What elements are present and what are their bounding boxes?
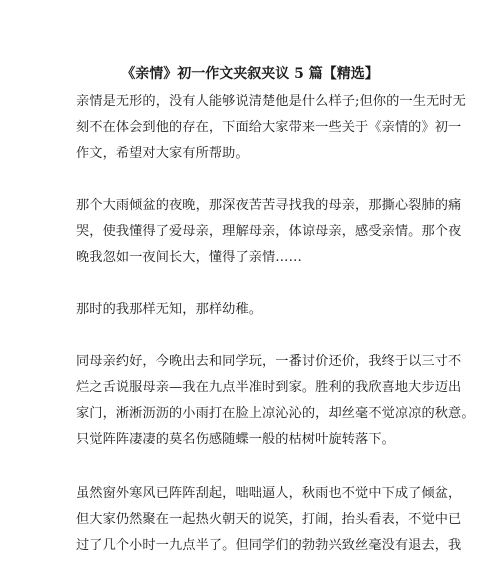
paragraph-line: 作文，希望对大家有所帮助。 xyxy=(76,146,249,161)
paragraph-line: 烂之舌说服母亲—我在九点半准时到家。胜利的我欣喜地大步迈出 xyxy=(76,380,462,395)
paragraph-line: 那个大雨倾盆的夜晚，那深夜苦苦寻找我的母亲，那撕心裂肺的痛 xyxy=(76,198,462,213)
paragraph-line: 刻不在体会到他的存在，下面给大家带来一些关于《亲情的》初一 xyxy=(76,120,462,135)
paragraph-line: 过了几个小时一九点半了。但同学们的勃勃兴致丝毫没有退去，我 xyxy=(76,538,462,553)
paragraph-line: 但大家仍然聚在一起热火朝天的说笑，打闹，抬头看表，不觉中已 xyxy=(76,512,462,527)
paragraph-line: 同母亲约好，今晚出去和同学玩，一番讨价还价，我终于以三寸不 xyxy=(76,354,462,369)
paragraph-line: 家门，淅淅沥沥的小雨打在脸上凉沁沁的，却丝毫不觉凉凉的秋意。 xyxy=(76,406,475,421)
paragraph-line: 哭，使我懂得了爱母亲，理解母亲，体谅母亲，感受亲情。那个夜 xyxy=(76,224,462,239)
paragraph-line: 只觉阵阵凄凄的莫名伤感随蝶一般的枯树叶旋转落下。 xyxy=(76,432,395,447)
document-title: 《亲情》初一作文夹叙夹议 5 篇【精选】 xyxy=(121,66,379,82)
paragraph-line: 晚我忽如一夜间长大，懂得了亲情…… xyxy=(76,250,302,265)
paragraph-line: 亲情是无形的，没有人能够说清楚他是什么样子;但你的一生无时无 xyxy=(76,94,466,109)
paragraph-line: 那时的我那样无知，那样幼稚。 xyxy=(76,302,263,317)
paragraph-line: 虽然窗外寒风已阵阵刮起，咄咄逼人，秋雨也不觉中下成了倾盆， xyxy=(76,486,462,501)
